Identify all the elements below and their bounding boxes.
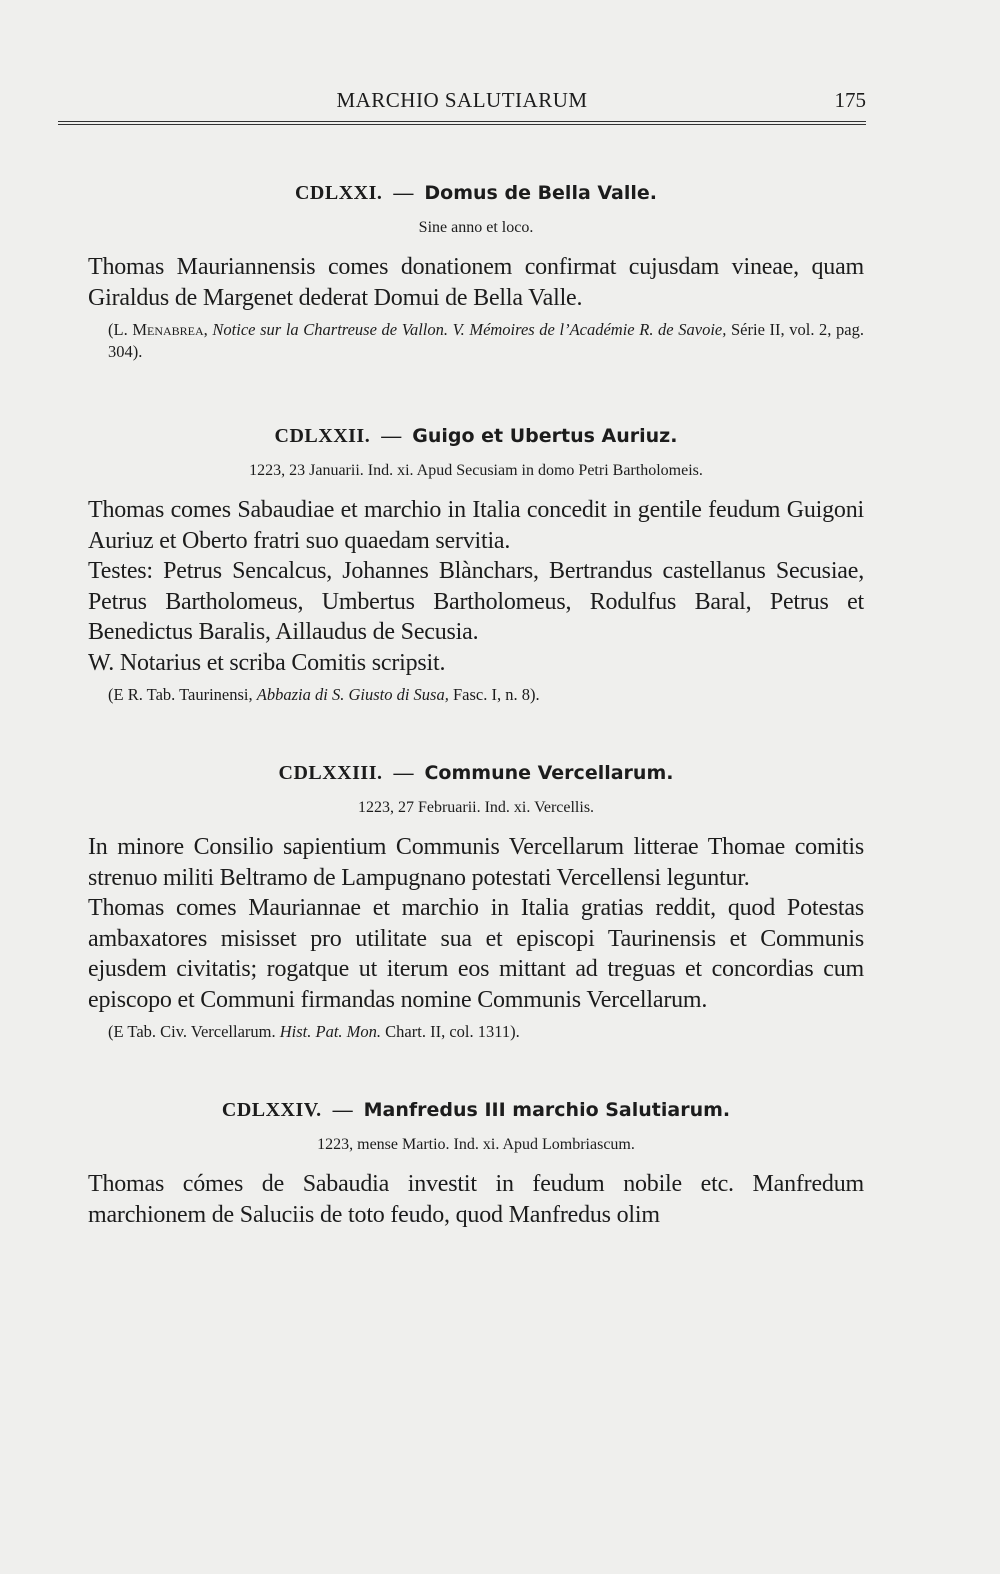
document-date: 1223, mense Martio. Ind. xi. Apud Lombriascum.: [317, 1136, 635, 1153]
heading-dash: —: [393, 762, 414, 784]
citation-rest: Série II, vol. 2, pag. 304).: [108, 320, 865, 361]
document-heading: [88, 758, 864, 788]
source-citation: [88, 319, 864, 363]
citation-open: (E Tab. Civ. Vercellarum.: [108, 1022, 276, 1041]
running-title: MARCHIO SALUTIARUM: [336, 88, 588, 112]
document-date: 1223, 27 Februarii. Ind. xi. Vercellis.: [357, 799, 595, 816]
citation-author: Menabrea,: [132, 320, 208, 339]
document-title: Guigo et Ubertus Auriuz.: [412, 425, 678, 447]
document-paragraph: Thomas comes Mauriannae et marchio in Italia gratias reddit, quod Potestas ambaxatores misisset pro utilitate sua et episcopi Taurinensis et Communis ejusdem civitatis; rogatque ut iterum eos mittant ad treguas et concordias cum episcopo et Communi firmandas nomine Communis Vercellarum.: [88, 895, 864, 1013]
heading-dash: —: [393, 182, 414, 204]
document-entry: [88, 1095, 864, 1230]
page: [58, 0, 866, 1574]
document-heading: [88, 421, 864, 451]
document-date: 1223, 23 Januarii. Ind. xi. Apud Secusiam in domo Petri Bartholomeis.: [249, 462, 703, 479]
document-paragraph: Thomas Mauriannensis comes donationem confirmat cujusdam vineae, quam Giraldus de Margenet dederat Domui de Bella Valle.: [88, 254, 864, 311]
document-paragraph: Thomas comes Sabaudiae et marchio in Italia concedit in gentile feudum Guigoni Auriuz et Oberto fratri suo quaedam servitia.: [88, 497, 864, 554]
citation-rest: Fasc. I, n. 8).: [452, 685, 540, 704]
heading-dash: —: [332, 1099, 353, 1121]
running-head: [58, 88, 866, 118]
document-date: Sine anno et loco.: [418, 219, 534, 236]
page-body: [88, 178, 864, 1230]
citation-work: Hist. Pat. Mon.: [279, 1022, 382, 1041]
citation-open: (E R. Tab. Taurinensi,: [108, 685, 253, 704]
document-paragraph: Testes: Petrus Sencalcus, Johannes Blànchars, Bertrandus castellanus Secusiae, Petrus Bartholomeus, Umbertus Bartholomeus, Rodulfus Baral, Petrus et Benedictus Baralis, Aillaudus de Secusia.: [88, 558, 864, 645]
document-heading: [88, 178, 864, 208]
citation-open: (L.: [108, 320, 128, 339]
document-number: CDLXXIV.: [221, 1099, 322, 1121]
header-rule: [58, 121, 866, 125]
document-title: Commune Vercellarum.: [424, 762, 674, 784]
heading-dash: —: [381, 425, 402, 447]
document-number: CDLXXI.: [294, 182, 383, 204]
document-number: CDLXXII.: [274, 425, 371, 447]
document-paragraph: Thomas cómes de Sabaudia investit in feudum nobile etc. Manfredum marchionem de Saluciis de toto feudo, quod Manfredus olim: [88, 1171, 864, 1228]
document-title: Domus de Bella Valle.: [424, 182, 658, 204]
source-citation: [88, 684, 864, 706]
document-entry: [88, 421, 864, 706]
document-title: Manfredus III marchio Salutiarum.: [363, 1099, 731, 1121]
document-entry: [88, 178, 864, 363]
page-number: 175: [834, 88, 866, 112]
document-paragraph: W. Notarius et scriba Comitis scripsit.: [88, 649, 446, 676]
citation-work: Notice sur la Chartreuse de Vallon. V. Mémoires de l’Académie R. de Savoie,: [212, 320, 727, 339]
document-entry: [88, 758, 864, 1043]
document-heading: [88, 1095, 864, 1125]
document-paragraph: In minore Consilio sapientium Communis Vercellarum litterae Thomae comitis strenuo militi Beltramo de Lampugnano potestati Vercellensi leguntur.: [88, 834, 864, 891]
citation-rest: Chart. II, col. 1311).: [385, 1022, 520, 1041]
citation-work: Abbazia di S. Giusto di Susa,: [256, 685, 449, 704]
document-number: CDLXXIII.: [278, 762, 383, 784]
source-citation: [88, 1021, 864, 1043]
